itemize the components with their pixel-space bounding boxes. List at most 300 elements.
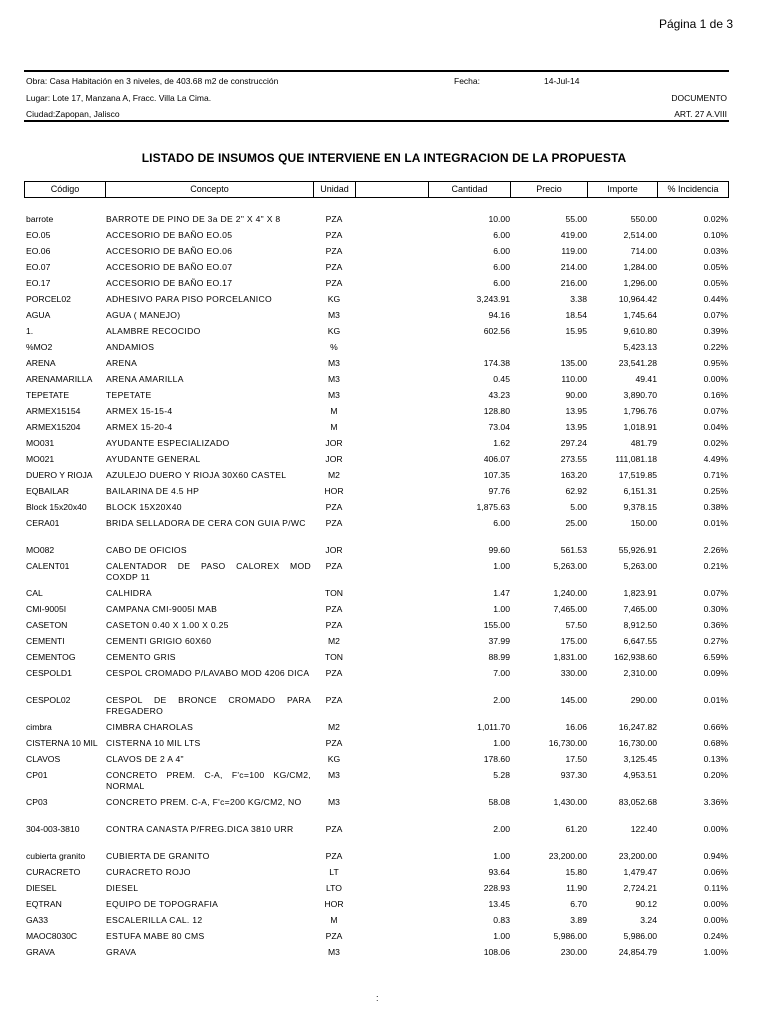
cell-concept: CESPOL DE BRONCE CROMADO PARA FREGADERO (106, 695, 311, 716)
cell-concept: CASETON 0.40 X 1.00 X 0.25 (106, 620, 229, 630)
cell-price: 16.06 (565, 722, 587, 732)
cell-price: 23,200.00 (548, 851, 587, 861)
cell-unit: M (330, 406, 338, 416)
cell-code: AGUA (26, 310, 51, 320)
cell-pct: 0.39% (703, 326, 728, 336)
cell-code: 304-003-3810 (26, 824, 80, 834)
cell-amount: 1,796.76 (623, 406, 657, 416)
cell-concept: BLOCK 15X20X40 (106, 502, 182, 512)
cell-unit: M2 (328, 722, 340, 732)
cell-amount: 1,296.00 (623, 278, 657, 288)
cell-pct: 0.00% (703, 824, 728, 834)
cell-pct: 0.05% (703, 278, 728, 288)
header-incidencia: % Incidencia (657, 181, 729, 198)
cell-pct: 0.13% (703, 754, 728, 764)
cell-concept: CABO DE OFICIOS (106, 545, 187, 555)
cell-amount: 162,938.60 (613, 652, 657, 662)
header-concepto: Concepto (105, 181, 314, 198)
cell-code: CALENT01 (26, 561, 70, 571)
cell-code: MO021 (26, 454, 55, 464)
cell-code: ARMEX15204 (26, 422, 81, 432)
cell-concept: ARENA (106, 358, 138, 368)
cell-unit: HOR (324, 899, 344, 909)
cell-concept: ARENA AMARILLA (106, 374, 184, 384)
cell-code: EO.17 (26, 278, 51, 288)
cell-qty: 73.04 (488, 422, 510, 432)
fecha-value: 14-Jul-14 (544, 76, 580, 86)
cell-concept: CISTERNA 10 MIL LTS (106, 738, 201, 748)
cell-code: EO.07 (26, 262, 51, 272)
cell-qty: 1.47 (493, 588, 510, 598)
cell-amount: 714.00 (630, 246, 657, 256)
cell-price: 1,430.00 (553, 797, 587, 807)
cell-qty: 1.00 (493, 851, 510, 861)
cell-code: PORCEL02 (26, 294, 71, 304)
cell-unit: M3 (328, 390, 340, 400)
fecha-label: Fecha: (454, 76, 480, 86)
cell-pct: 0.27% (703, 636, 728, 646)
cell-amount: 3,125.45 (623, 754, 657, 764)
document-info-header (24, 70, 729, 122)
cell-unit: PZA (325, 695, 343, 705)
cell-unit: KG (327, 294, 341, 304)
cell-pct: 0.94% (703, 851, 728, 861)
cell-code: CLAVOS (26, 754, 61, 764)
cell-unit: LT (329, 867, 339, 877)
cell-unit: PZA (325, 230, 343, 240)
cell-pct: 0.04% (703, 422, 728, 432)
cell-pct: 0.20% (703, 770, 728, 780)
cell-pct: 4.49% (703, 454, 728, 464)
cell-amount: 10,964.42 (618, 294, 657, 304)
cell-pct: 0.44% (703, 294, 728, 304)
cell-price: 61.20 (565, 824, 587, 834)
cell-concept: CURACRETO ROJO (106, 867, 191, 877)
cell-unit: PZA (325, 246, 343, 256)
cell-concept: CALENTADOR DE PASO CALOREX MOD COXDP 11 (106, 561, 311, 582)
cell-price: 5,263.00 (553, 561, 587, 571)
cell-pct: 0.01% (703, 695, 728, 705)
cell-qty: 6.00 (493, 518, 510, 528)
cell-code: CISTERNA 10 MIL (26, 738, 98, 748)
cell-price: 15.95 (565, 326, 587, 336)
cell-concept: ARMEX 15-15-4 (106, 406, 173, 416)
cell-unit: M2 (328, 636, 340, 646)
cell-code: cimbra (26, 722, 52, 732)
cell-amount: 55,926.91 (618, 545, 657, 555)
cell-amount: 49.41 (635, 374, 657, 384)
cell-concept: CAMPANA CMI-9005I MAB (106, 604, 218, 614)
cell-unit: M (330, 915, 338, 925)
cell-amount: 1,018.91 (623, 422, 657, 432)
cell-unit: PZA (325, 214, 343, 224)
cell-pct: 1.00% (703, 947, 728, 957)
cell-qty: 58.08 (488, 797, 510, 807)
cell-concept: CONTRA CANASTA P/FREG.DICA 3810 URR (106, 824, 294, 834)
cell-concept: EQUIPO DE TOPOGRAFIA (106, 899, 219, 909)
cell-price: 145.00 (560, 695, 587, 705)
cell-unit: M3 (328, 770, 340, 780)
cell-amount: 23,541.28 (618, 358, 657, 368)
table-header (24, 181, 729, 200)
cell-pct: 0.30% (703, 604, 728, 614)
cell-code: CP01 (26, 770, 48, 780)
cell-qty: 228.93 (483, 883, 510, 893)
cell-unit: PZA (325, 851, 343, 861)
cell-price: 216.00 (560, 278, 587, 288)
cell-pct: 0.06% (703, 867, 728, 877)
cell-amount: 9,378.15 (623, 502, 657, 512)
cell-pct: 0.01% (703, 518, 728, 528)
cell-concept: AGUA ( MANEJO) (106, 310, 181, 320)
cell-amount: 8,912.50 (623, 620, 657, 630)
cell-code: ARENA (26, 358, 56, 368)
cell-code: EQBAILAR (26, 486, 69, 496)
cell-unit: PZA (325, 620, 343, 630)
cell-code: %MO2 (26, 342, 53, 352)
cell-code: cubierta granito (26, 851, 86, 861)
cell-price: 119.00 (561, 246, 587, 256)
cell-pct: 0.00% (703, 374, 728, 384)
cell-concept: ADHESIVO PARA PISO PORCELANICO (106, 294, 272, 304)
cell-code: CURACRETO (26, 867, 81, 877)
cell-code: CEMENTI (26, 636, 65, 646)
cell-unit: PZA (325, 824, 343, 834)
obra-line: Obra: Casa Habitación en 3 niveles, de 403.68 m2 de construcción (26, 76, 279, 86)
cell-qty: 107.35 (483, 470, 510, 480)
cell-unit: M3 (328, 358, 340, 368)
cell-qty: 6.00 (493, 230, 510, 240)
cell-pct: 0.09% (703, 668, 728, 678)
cell-code: DUERO Y RIOJA (26, 470, 93, 480)
cell-qty: 1.00 (493, 561, 510, 571)
cell-price: 214.00 (560, 262, 587, 272)
cell-unit: M3 (328, 374, 340, 384)
cell-unit: PZA (325, 668, 343, 678)
cell-unit: PZA (325, 738, 343, 748)
cell-price: 5,986.00 (553, 931, 587, 941)
cell-amount: 1,823.91 (623, 588, 657, 598)
cell-unit: PZA (325, 502, 343, 512)
cell-price: 25.00 (565, 518, 587, 528)
documento-value: ART. 27 A.VIII (674, 109, 727, 119)
cell-qty: 406.07 (483, 454, 510, 464)
cell-code: EO.06 (26, 246, 51, 256)
cell-code: GA33 (26, 915, 48, 925)
cell-pct: 0.07% (703, 310, 728, 320)
cell-code: CASETON (26, 620, 68, 630)
cell-unit: HOR (324, 486, 344, 496)
cell-amount: 7,465.00 (623, 604, 657, 614)
cell-unit: TON (325, 588, 343, 598)
cell-pct: 0.07% (703, 588, 728, 598)
cell-concept: CEMENTI GRIGIO 60X60 (106, 636, 212, 646)
cell-code: GRAVA (26, 947, 55, 957)
cell-unit: M3 (328, 797, 340, 807)
cell-concept: AYUDANTE ESPECIALIZADO (106, 438, 230, 448)
cell-pct: 0.00% (703, 915, 728, 925)
cell-price: 55.00 (565, 214, 587, 224)
cell-unit: LTO (326, 883, 342, 893)
cell-pct: 0.02% (703, 214, 728, 224)
cell-pct: 0.66% (703, 722, 728, 732)
cell-qty: 6.00 (493, 262, 510, 272)
cell-code: EO.05 (26, 230, 51, 240)
cell-unit: % (330, 342, 338, 352)
cell-amount: 111,081.18 (615, 454, 657, 464)
cell-unit: PZA (325, 262, 343, 272)
cell-concept: CONCRETO PREM. C-A, F'c=100 KG/CM2, NORMAL (106, 770, 311, 791)
cell-unit: M2 (328, 470, 340, 480)
cell-concept: CEMENTO GRIS (106, 652, 176, 662)
cell-unit: M (330, 422, 338, 432)
cell-qty: 108.06 (483, 947, 510, 957)
cell-price: 273.55 (560, 454, 587, 464)
cell-amount: 17,519.85 (618, 470, 657, 480)
cell-qty: 1,875.63 (476, 502, 510, 512)
cell-pct: 0.24% (703, 931, 728, 941)
header-cantidad: Cantidad (428, 181, 511, 198)
cell-qty: 2.00 (493, 695, 510, 705)
cell-qty: 1.00 (493, 604, 510, 614)
cell-price: 5.00 (570, 502, 587, 512)
cell-qty: 97.76 (488, 486, 510, 496)
cell-qty: 2.00 (493, 824, 510, 834)
cell-qty: 178.60 (483, 754, 510, 764)
cell-code: EQTRAN (26, 899, 62, 909)
cell-unit: PZA (325, 278, 343, 288)
cell-price: 937.30 (560, 770, 587, 780)
cell-price: 57.50 (565, 620, 587, 630)
cell-concept: ACCESORIO DE BAÑO EO.05 (106, 230, 233, 240)
cell-qty: 43.23 (488, 390, 510, 400)
ciudad-line: Ciudad:Zapopan, Jalisco (26, 109, 120, 119)
cell-price: 135.00 (560, 358, 587, 368)
cell-amount: 16,247.82 (618, 722, 657, 732)
cell-qty: 13.45 (488, 899, 510, 909)
cell-amount: 5,423.13 (623, 342, 657, 352)
cell-code: CAL (26, 588, 43, 598)
cell-amount: 83,052.68 (618, 797, 657, 807)
cell-pct: 0.11% (704, 883, 728, 893)
cell-pct: 0.05% (703, 262, 728, 272)
cell-qty: 1.00 (493, 738, 510, 748)
cell-amount: 16,730.00 (618, 738, 657, 748)
cell-amount: 6,151.31 (623, 486, 657, 496)
cell-price: 90.00 (565, 390, 587, 400)
cell-code: barrote (26, 214, 54, 224)
cell-code: ARMEX15154 (26, 406, 81, 416)
header-precio: Precio (510, 181, 588, 198)
cell-price: 7,465.00 (553, 604, 587, 614)
page-number: Página 1 de 3 (658, 17, 733, 31)
cell-qty: 0.45 (493, 374, 510, 384)
cell-amount: 1,479.47 (623, 867, 657, 877)
cell-unit: PZA (325, 931, 343, 941)
cell-pct: 0.16% (703, 390, 728, 400)
cell-price: 110.00 (561, 374, 587, 384)
cell-amount: 150.00 (630, 518, 657, 528)
cell-price: 175.00 (560, 636, 587, 646)
cell-pct: 0.07% (703, 406, 728, 416)
cell-code: MO031 (26, 438, 55, 448)
header-spacer (355, 181, 429, 198)
cell-concept: CUBIERTA DE GRANITO (106, 851, 210, 861)
cell-pct: 0.10% (703, 230, 728, 240)
cell-concept: CALHIDRA (106, 588, 152, 598)
cell-concept: TEPETATE (106, 390, 152, 400)
cell-qty: 174.38 (483, 358, 510, 368)
cell-amount: 24,854.79 (618, 947, 657, 957)
cell-pct: 0.68% (703, 738, 728, 748)
documento-label: DOCUMENTO (671, 93, 727, 103)
cell-price: 330.00 (560, 668, 587, 678)
cell-qty: 37.99 (488, 636, 510, 646)
cell-price: 163.20 (560, 470, 587, 480)
cell-amount: 2,724.21 (623, 883, 657, 893)
cell-concept: AYUDANTE GENERAL (106, 454, 201, 464)
cell-pct: 0.36% (703, 620, 728, 630)
cell-amount: 122.40 (630, 824, 657, 834)
cell-qty: 1,011.70 (477, 722, 510, 732)
cell-unit: PZA (325, 518, 343, 528)
cell-concept: DIESEL (106, 883, 139, 893)
header-importe: Importe (587, 181, 658, 198)
cell-code: CERA01 (26, 518, 60, 528)
cell-concept: ARMEX 15-20-4 (106, 422, 173, 432)
cell-concept: ACCESORIO DE BAÑO EO.06 (106, 246, 233, 256)
cell-concept: ALAMBRE RECOCIDO (106, 326, 201, 336)
cell-qty: 1.00 (493, 931, 510, 941)
lugar-line: Lugar: Lote 17, Manzana A, Fracc. Villa La Cima. (26, 93, 212, 103)
cell-pct: 0.00% (703, 899, 728, 909)
cell-price: 230.00 (560, 947, 587, 957)
cell-amount: 550.00 (630, 214, 657, 224)
cell-amount: 3,890.70 (623, 390, 657, 400)
cell-code: CEMENTOG (26, 652, 76, 662)
cell-code: ARENAMARILLA (26, 374, 93, 384)
cell-code: MAOC8030C (26, 931, 78, 941)
cell-pct: 6.59% (703, 652, 728, 662)
cell-price: 297.24 (560, 438, 587, 448)
cell-pct: 2.26% (703, 545, 728, 555)
cell-code: CESPOLD1 (26, 668, 72, 678)
cell-code: 1. (26, 326, 34, 336)
cell-price: 62.92 (565, 486, 587, 496)
cell-qty: 10.00 (488, 214, 510, 224)
cell-price: 13.95 (565, 406, 587, 416)
cell-concept: CLAVOS DE 2 A 4" (106, 754, 184, 764)
cell-unit: KG (327, 754, 341, 764)
cell-pct: 0.03% (703, 246, 728, 256)
header-codigo: Código (24, 181, 106, 198)
cell-amount: 290.00 (630, 695, 657, 705)
cell-concept: ANDAMIOS (106, 342, 155, 352)
cell-concept: GRAVA (106, 947, 137, 957)
cell-qty: 93.64 (488, 867, 510, 877)
cell-unit: M3 (328, 310, 340, 320)
cell-amount: 4,953.51 (623, 770, 657, 780)
cell-qty: 155.00 (483, 620, 510, 630)
cell-amount: 90.12 (635, 899, 657, 909)
cell-qty: 5.28 (493, 770, 510, 780)
cell-concept: ESCALERILLA CAL. 12 (106, 915, 203, 925)
cell-qty: 3,243.91 (476, 294, 510, 304)
cell-amount: 1,284.00 (623, 262, 657, 272)
cell-pct: 0.21% (703, 561, 728, 571)
cell-unit: JOR (325, 545, 343, 555)
cell-unit: M3 (328, 947, 340, 957)
cell-price: 3.38 (570, 294, 587, 304)
cell-pct: 3.36% (703, 797, 728, 807)
cell-price: 16,730.00 (548, 738, 587, 748)
cell-pct: 0.25% (703, 486, 728, 496)
cell-unit: JOR (325, 454, 343, 464)
cell-price: 1,831.00 (553, 652, 587, 662)
cell-amount: 23,200.00 (618, 851, 657, 861)
cell-pct: 0.71% (703, 470, 728, 480)
cell-concept: CESPOL CROMADO P/LAVABO MOD 4206 DICA (106, 668, 310, 678)
cell-concept: BARROTE DE PINO DE 3a DE 2" X 4" X 8 (106, 214, 281, 224)
cell-concept: BAILARINA DE 4.5 HP (106, 486, 200, 496)
cell-unit: TON (325, 652, 343, 662)
cell-pct: 0.02% (703, 438, 728, 448)
cell-qty: 7.00 (493, 668, 510, 678)
cell-qty: 1.62 (493, 438, 510, 448)
cell-amount: 5,263.00 (623, 561, 657, 571)
cell-code: CESPOL02 (26, 695, 71, 705)
cell-code: CMI-9005I (26, 604, 67, 614)
cell-pct: 0.95% (703, 358, 728, 368)
cell-concept: ACCESORIO DE BAÑO EO.07 (106, 262, 233, 272)
cell-price: 15.80 (565, 867, 587, 877)
cell-price: 13.95 (565, 422, 587, 432)
cell-qty: 0.83 (493, 915, 510, 925)
cell-concept: AZULEJO DUERO Y RIOJA 30X60 CASTEL (106, 470, 287, 480)
cell-amount: 481.79 (630, 438, 657, 448)
cell-price: 3.89 (570, 915, 587, 925)
cell-amount: 9,610.80 (623, 326, 657, 336)
cell-qty: 6.00 (493, 246, 510, 256)
footer-mark: : (376, 993, 379, 1003)
cell-amount: 3.24 (640, 915, 657, 925)
cell-price: 17.50 (565, 754, 587, 764)
cell-concept: ESTUFA MABE 80 CMS (106, 931, 205, 941)
cell-unit: JOR (325, 438, 343, 448)
cell-amount: 2,514.00 (623, 230, 657, 240)
cell-code: DIESEL (26, 883, 57, 893)
cell-qty: 99.60 (488, 545, 510, 555)
cell-amount: 6,647.55 (623, 636, 657, 646)
cell-pct: 0.22% (703, 342, 728, 352)
header-unidad: Unidad (313, 181, 356, 198)
cell-qty: 6.00 (493, 278, 510, 288)
cell-qty: 602.56 (483, 326, 510, 336)
cell-concept: ACCESORIO DE BAÑO EO.17 (106, 278, 233, 288)
cell-amount: 1,745.64 (623, 310, 657, 320)
cell-price: 1,240.00 (553, 588, 587, 598)
cell-code: Block 15x20x40 (26, 502, 87, 512)
cell-code: CP03 (26, 797, 48, 807)
cell-qty: 94.16 (488, 310, 510, 320)
cell-price: 6.70 (570, 899, 587, 909)
cell-amount: 2,310.00 (623, 668, 657, 678)
cell-code: MO082 (26, 545, 55, 555)
cell-unit: PZA (325, 604, 343, 614)
cell-amount: 5,986.00 (623, 931, 657, 941)
cell-price: 18.54 (565, 310, 587, 320)
cell-price: 419.00 (560, 230, 587, 240)
